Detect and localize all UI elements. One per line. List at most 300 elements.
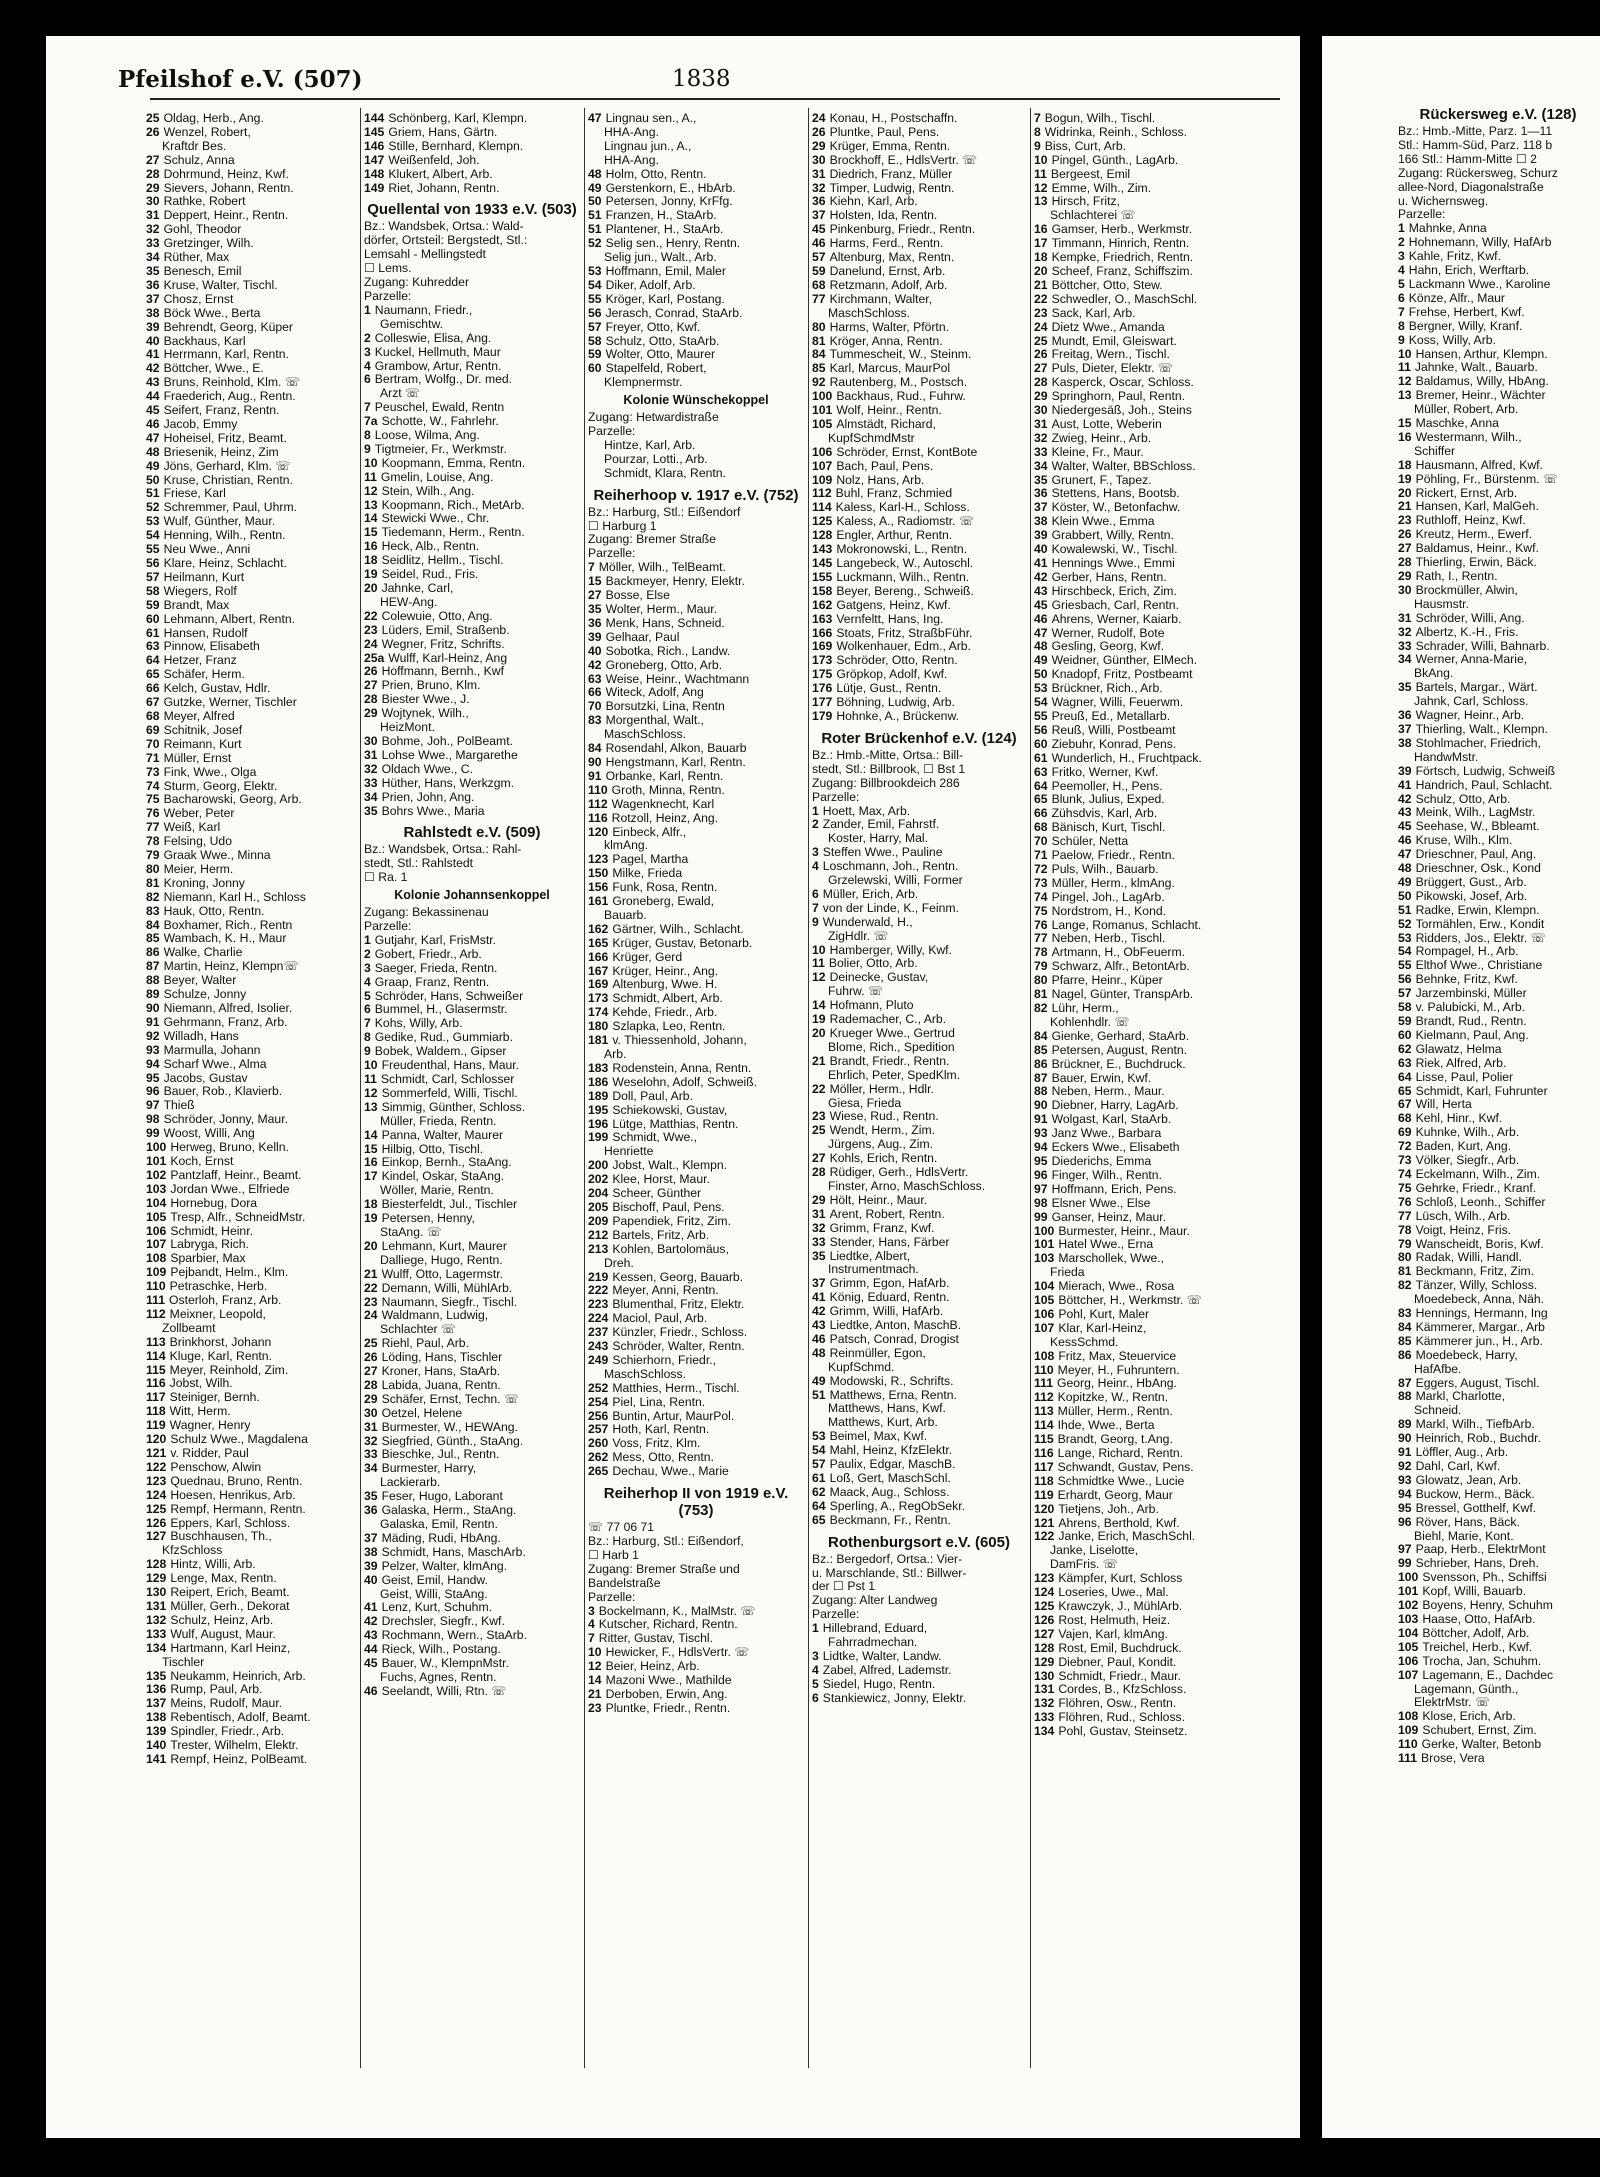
tenant-text: Schröder, Hans, Schweißer — [374, 989, 524, 1003]
plot-number: 64 — [146, 654, 160, 668]
directory-entry — [1034, 877, 1248, 891]
plot-number: 33 — [146, 237, 160, 251]
directory-entry — [146, 1211, 356, 1225]
tenant-text: Löffler, Aug., Arb. — [1415, 1446, 1509, 1460]
directory-entry — [1398, 709, 1598, 723]
tenant-text: Fraederich, Aug., Rentn. — [163, 390, 296, 404]
directory-entry — [1034, 1322, 1248, 1336]
directory-entry — [146, 1058, 356, 1072]
tenant-text: Bauer, Rob., Klavierb. — [163, 1085, 283, 1099]
directory-entry — [1034, 348, 1248, 362]
plot-number: 42 — [146, 362, 160, 376]
plot-number: 112 — [812, 487, 832, 501]
directory-entry — [1034, 974, 1248, 988]
directory-entry — [364, 1212, 580, 1226]
tenant-text: Böttcher, Adolf, Arb. — [1422, 1626, 1530, 1640]
tenant-text: Panna, Walter, Maurer — [381, 1128, 504, 1142]
directory-entry — [1034, 668, 1248, 682]
directory-entry — [1034, 724, 1248, 738]
tenant-text: Selig jun., Walt., Arb. — [604, 251, 717, 265]
plot-number: 96 — [1034, 1168, 1048, 1182]
plot-number: 89 — [1398, 1418, 1412, 1432]
directory-entry — [812, 1622, 1026, 1636]
tenant-text: Scharf Wwe., Alma — [163, 1057, 267, 1071]
plot-number: 49 — [1034, 654, 1048, 668]
plot-number: 96 — [1398, 1515, 1412, 1529]
directory-entry — [588, 1034, 804, 1048]
tenant-text: Luckmann, Wilh., Rentn. — [836, 570, 970, 584]
tenant-text: Langebeck, W., Autoschl. — [836, 557, 974, 570]
plot-number: 47 — [588, 112, 602, 125]
directory-entry — [812, 874, 1026, 888]
directory-entry — [364, 1448, 580, 1462]
tenant-text: Lütge, Matthias, Rentn. — [612, 1117, 739, 1131]
directory-entry — [588, 1187, 804, 1201]
tenant-text: Loschmann, Joh., Rentn. — [822, 860, 959, 874]
plot-number: 3 — [812, 1649, 819, 1663]
directory-entry — [812, 362, 1026, 376]
plot-number: 60 — [588, 362, 602, 376]
plot-number: 8 — [1398, 319, 1405, 333]
directory-entry — [146, 126, 356, 140]
tenant-text: Behnke, Fritz, Kwf. — [1415, 973, 1518, 987]
plot-number: 30 — [1034, 404, 1048, 418]
tenant-text: Widrinka, Reinh., Schloss. — [1044, 125, 1188, 139]
plot-number: 35 — [146, 264, 160, 278]
directory-entry — [812, 1389, 1026, 1403]
plot-number: 79 — [1034, 960, 1048, 974]
tenant-text: Kämpfer, Kurt, Schloss — [1058, 1572, 1183, 1586]
plot-number: 49 — [588, 181, 602, 195]
tenant-text: Franzen, H., StaArb. — [605, 209, 717, 223]
tenant-text: Schneid. — [1414, 1404, 1462, 1418]
plot-number: 128 — [812, 529, 833, 543]
directory-entry — [1398, 932, 1598, 946]
plot-number: 26 — [364, 665, 378, 679]
tenant-text: Loß, Gert, MaschSchl. — [829, 1472, 951, 1485]
plot-number: 9 — [812, 915, 819, 929]
association-info-line: Zugang: Bremer Straße — [588, 533, 717, 547]
tenant-text: Mundt, Emil, Gleiswart. — [1051, 334, 1177, 348]
directory-entry — [1034, 251, 1248, 265]
plot-number: 36 — [1398, 709, 1412, 723]
plot-number: 73 — [1034, 876, 1048, 890]
tenant-text: Bruns, Reinhold, Klm. ☏ — [163, 376, 301, 390]
directory-entry — [364, 1560, 580, 1574]
tenant-text: Kowalewski, W., Tischl. — [1051, 543, 1178, 557]
tenant-text: Lühr, Herm., — [1051, 1002, 1119, 1015]
directory-entry — [588, 1618, 804, 1632]
association-info-line: Bz.: Hmb.-Mitte, Ortsa.: Bill- — [812, 748, 964, 762]
plot-number: 15 — [1398, 417, 1412, 431]
directory-entry — [812, 1444, 1026, 1458]
directory-entry — [1034, 1364, 1248, 1378]
tenant-text: Böttcher, Otto, Stew. — [1051, 278, 1163, 292]
plot-number: 22 — [1034, 292, 1048, 306]
tenant-text: Graap, Franz, Rentn. — [374, 975, 490, 989]
tenant-text: Eckelmann, Wilh., Zim. — [1415, 1167, 1541, 1181]
plot-number: 219 — [588, 1270, 609, 1284]
plot-number: 51 — [1398, 903, 1412, 917]
plot-number: 122 — [146, 1460, 167, 1474]
plot-number: 78 — [1398, 1223, 1412, 1237]
tenant-text: Brückner, E., Buchdruck. — [1051, 1057, 1186, 1071]
directory-entry — [364, 360, 580, 374]
directory-entry — [588, 335, 804, 349]
directory-entry — [588, 348, 804, 362]
directory-entry — [812, 195, 1026, 209]
tenant-text: Reuß, Willi, Postbeamt — [1051, 723, 1176, 737]
directory-entry — [1034, 1058, 1248, 1072]
directory-entry — [364, 1031, 580, 1045]
tenant-text: Behrendt, Georg, Küper — [163, 320, 293, 334]
directory-entry — [588, 1632, 804, 1646]
tenant-text: Meyer, Reinhold, Zim. — [169, 1363, 289, 1377]
plot-number: 17 — [364, 1170, 378, 1184]
plot-number: 25 — [146, 112, 160, 125]
tenant-text: Deinecke, Gustav, — [829, 971, 929, 985]
tenant-text: Simmig, Günther, Schloss. — [381, 1100, 526, 1114]
plot-number: 73 — [146, 765, 160, 779]
plot-number: 73 — [1398, 1154, 1412, 1168]
directory-entry — [1398, 1696, 1598, 1710]
plot-number: 21 — [364, 1267, 378, 1281]
tenant-text: Brockmüller, Alwin, — [1415, 583, 1518, 597]
plot-number: 110 — [146, 1280, 166, 1294]
tenant-text: Piel, Lina, Rentn. — [612, 1395, 706, 1409]
plot-number: 7a — [364, 415, 378, 429]
plot-number: 36 — [588, 616, 602, 630]
tenant-text: klmAng. — [604, 839, 649, 853]
directory-entry — [812, 515, 1026, 529]
tenant-text: Bobek, Waldem., Gipser — [374, 1045, 507, 1059]
tenant-text: Petraschke, Herb. — [169, 1280, 268, 1294]
directory-entry — [1034, 1586, 1248, 1600]
directory-entry — [364, 1170, 580, 1184]
directory-entry — [812, 710, 1026, 724]
tenant-text: Bauarb. — [604, 908, 647, 922]
colony-subheading: Kolonie Wünschekoppel — [623, 393, 769, 408]
directory-entry — [1034, 557, 1248, 571]
plot-number: 11 — [364, 470, 377, 484]
directory-entry — [364, 346, 580, 360]
plot-number: 8 — [364, 1031, 371, 1045]
plot-number: 77 — [1398, 1209, 1412, 1223]
tenant-text: Blunk, Julius, Exped. — [1051, 793, 1165, 807]
tenant-text: Mess, Otto, Rentn. — [612, 1451, 714, 1465]
directory-entry — [1034, 1600, 1248, 1614]
directory-entry — [1398, 1738, 1598, 1752]
directory-entry — [1398, 1224, 1598, 1238]
tenant-text: Schwarz, Alfr., BetontArb. — [1051, 960, 1190, 974]
plot-number: 98 — [146, 1113, 160, 1127]
tenant-text: Bauer, W., KlempnMstr. — [381, 1657, 509, 1671]
tenant-text: Schmidt, Carl, Schlosser — [380, 1073, 515, 1086]
association-info-line: ☐ Harb 1 — [588, 1548, 639, 1562]
plot-number: 55 — [1034, 709, 1048, 723]
directory-entry — [1034, 752, 1248, 766]
plot-number: 70 — [1034, 835, 1048, 849]
tenant-text: Paelow, Friedr., Rentn. — [1051, 849, 1175, 863]
tenant-text: Bischoff, Paul, Pens. — [612, 1200, 725, 1214]
tenant-text: Klukert, Albert, Arb. — [388, 167, 493, 181]
tenant-text: Harms, Walter, Pförtn. — [829, 320, 949, 334]
plot-number: 78 — [1034, 946, 1048, 960]
directory-entry — [146, 710, 356, 724]
tenant-text: Kelch, Gustav, Hdlr. — [163, 682, 271, 696]
plot-number: 3 — [364, 961, 371, 975]
directory-entry — [146, 1197, 356, 1211]
plot-number: 9 — [364, 442, 371, 456]
directory-entry — [812, 613, 1026, 627]
plot-number: 141 — [146, 1752, 167, 1766]
directory-entry — [1034, 1683, 1248, 1697]
plot-number: 29 — [1398, 570, 1412, 583]
plot-number: 91 — [1398, 1446, 1412, 1460]
directory-entry — [146, 849, 356, 863]
plot-number: 72 — [1398, 1140, 1412, 1154]
tenant-text: Colewuie, Otto, Ang. — [381, 609, 493, 623]
directory-entry — [146, 738, 356, 752]
directory-entry — [364, 1017, 580, 1031]
page-number: 1838 — [672, 66, 731, 92]
directory-entry — [588, 1340, 804, 1354]
tenant-text: Kruse, Walter, Tischl. — [163, 278, 278, 292]
tenant-text: Waldmann, Ludwig, — [381, 1309, 489, 1323]
tenant-text: Gobert, Friedr., Arb. — [374, 947, 482, 961]
directory-entry — [146, 1072, 356, 1086]
tenant-text: Martin, Heinz, Klempn☏ — [163, 960, 299, 974]
directory-entry — [1398, 820, 1598, 834]
directory-entry — [364, 624, 580, 638]
directory-entry — [1398, 1516, 1598, 1530]
tenant-text: Pinnow, Elisabeth — [163, 640, 260, 654]
directory-entry — [812, 585, 1026, 599]
directory-entry — [146, 1280, 356, 1294]
tenant-text: Brandt, Friedr., Rentn. — [829, 1054, 950, 1068]
tenant-text: Kasperck, Oscar, Schloss. — [1051, 376, 1194, 390]
tenant-text: Jobst, Walt., Klempn. — [612, 1159, 728, 1173]
association-info-line: u. Wichernsweg. — [1398, 194, 1489, 208]
plot-number: 260 — [588, 1437, 609, 1451]
directory-entry — [364, 1379, 580, 1393]
plot-number: 52 — [588, 237, 602, 251]
tenant-text: Brandt, Max — [163, 598, 230, 612]
directory-entry — [146, 585, 356, 599]
directory-entry — [146, 1670, 356, 1684]
directory-entry — [1398, 1015, 1598, 1029]
directory-entry — [1398, 1029, 1598, 1043]
plot-number: 101 — [1034, 1238, 1055, 1252]
plot-number: 97 — [146, 1099, 160, 1113]
tenant-text: Klee, Horst, Maur. — [612, 1173, 710, 1187]
plot-number: 107 — [812, 459, 833, 473]
directory-entry — [1398, 1057, 1598, 1071]
plot-number: 67 — [1398, 1098, 1412, 1112]
plot-number: 41 — [812, 1291, 826, 1305]
plot-number: 1 — [364, 303, 371, 317]
tenant-text: Müller, Herm., klmAng. — [1051, 876, 1175, 890]
directory-entry — [1398, 1474, 1598, 1488]
tenant-text: Brandt, Rud., Rentn. — [1415, 1015, 1527, 1028]
plot-number: 32 — [812, 1221, 826, 1235]
tenant-text: Schulz, Otto, StaArb. — [605, 334, 720, 348]
tenant-text: Vernfeltt, Hans, Ing. — [836, 612, 944, 626]
directory-entry — [1034, 515, 1248, 529]
plot-number: 13 — [1034, 195, 1048, 209]
tenant-text: Hoesen, Henrikus, Arb. — [170, 1488, 296, 1502]
directory-entry — [146, 1656, 356, 1670]
tenant-text: Labida, Juana, Rentn. — [381, 1378, 501, 1392]
tenant-text: Gesling, Georg, Kwf. — [1051, 640, 1165, 654]
tenant-text: Voss, Fritz, Klm. — [612, 1437, 701, 1451]
directory-entry — [1034, 126, 1248, 140]
directory-entry — [146, 1030, 356, 1044]
directory-entry — [1398, 1071, 1598, 1085]
directory-entry — [812, 571, 1026, 585]
plot-number: 123 — [588, 853, 609, 867]
tenant-text: Gohl, Theodor — [163, 223, 242, 237]
plot-number: 26 — [146, 125, 160, 139]
directory-entry — [588, 1437, 804, 1451]
tenant-text: Puls, Wilh., Bauarb. — [1051, 862, 1159, 876]
plot-number: 85 — [1398, 1334, 1412, 1348]
directory-entry — [1034, 613, 1248, 627]
tenant-text: Lenz, Kurt, Schuhm. — [381, 1601, 492, 1615]
directory-entry — [812, 1514, 1026, 1528]
plot-number: 34 — [1398, 653, 1412, 667]
plot-number: 59 — [588, 348, 602, 362]
directory-entry — [812, 1347, 1026, 1361]
plot-number: 2 — [812, 818, 819, 832]
tenant-text: Patsch, Conrad, Drogist — [829, 1332, 959, 1346]
directory-entry — [146, 1683, 356, 1697]
plot-number: 105 — [1398, 1640, 1419, 1654]
plot-number: 6 — [812, 1691, 819, 1705]
directory-entry — [146, 891, 356, 905]
plot-number: 124 — [146, 1488, 167, 1502]
plot-number: 91 — [146, 1015, 160, 1029]
tenant-text: Radke, Erwin, Klempn. — [1415, 903, 1540, 917]
plot-number: 37 — [1034, 501, 1048, 515]
plot-number: 130 — [146, 1586, 167, 1600]
plot-number: 63 — [146, 640, 160, 654]
tenant-text: Baden, Kurt, Ang. — [1415, 1140, 1512, 1154]
tenant-text: Schröder, Ernst, KontBote — [836, 445, 978, 459]
plot-number: 106 — [1034, 1307, 1055, 1321]
directory-entry — [1398, 1238, 1598, 1252]
tenant-text: Konau, H., Postschaffn. — [829, 112, 958, 125]
plot-number: 26 — [1034, 348, 1048, 362]
tenant-text: Quednau, Bruno, Rentn. — [170, 1474, 303, 1488]
tenant-text: Schröder, Jonny, Maur. — [163, 1113, 288, 1127]
plot-number: 48 — [146, 445, 160, 459]
plot-number: 83 — [146, 904, 160, 918]
colony-subheading: Kolonie Johannsenkoppel — [394, 888, 550, 903]
plot-number: 54 — [1034, 696, 1048, 710]
plot-number: 129 — [1034, 1655, 1055, 1669]
tenant-text: Meyer, H., Fuhruntern. — [1057, 1363, 1180, 1377]
association-info-line: Zugang: Rückersweg, Schurz — [1398, 166, 1558, 180]
tenant-text: Rempf, Hermann, Rentn. — [170, 1502, 306, 1516]
directory-entry — [588, 1173, 804, 1187]
directory-entry — [364, 1685, 580, 1699]
directory-entry — [146, 335, 356, 349]
directory-entry — [1398, 514, 1598, 528]
tenant-text: Krüger, Gerd — [612, 950, 683, 964]
directory-entry — [1398, 1613, 1598, 1627]
plot-number: 55 — [146, 543, 160, 557]
plot-number: 108 — [1398, 1710, 1419, 1724]
tenant-text: Tormählen, Erw., Kondit — [1415, 917, 1545, 931]
plot-number: 19 — [1398, 472, 1412, 486]
plot-number: 30 — [1398, 583, 1412, 597]
tenant-text: Marmulla, Johann — [163, 1043, 261, 1057]
plot-number: 13 — [1398, 389, 1412, 403]
tenant-text: Brinkhorst, Johann — [169, 1335, 272, 1349]
directory-entry — [1034, 780, 1248, 794]
tenant-text: Eppers, Karl, Schloss. — [170, 1516, 291, 1530]
tenant-text: Jordan Wwe., Elfriede — [170, 1182, 290, 1196]
plot-number: 34 — [146, 251, 160, 265]
plot-number: 69 — [146, 723, 160, 737]
plot-number: 94 — [146, 1057, 160, 1071]
tenant-text: Weidner, Günther, ElMech. — [1051, 654, 1197, 668]
directory-entry — [146, 1558, 356, 1572]
directory-entry — [364, 182, 580, 196]
tenant-text: HHA-Ang. — [604, 125, 659, 139]
directory-entry — [146, 474, 356, 488]
directory-entry — [1034, 460, 1248, 474]
tenant-text: Hansen, Karl, MalGeh. — [1415, 500, 1539, 514]
tenant-text: Doll, Paul, Arb. — [612, 1089, 693, 1103]
tenant-text: HeizMont. — [380, 721, 435, 735]
directory-entry — [1398, 1446, 1598, 1460]
tenant-text: Labryga, Rich. — [170, 1238, 249, 1252]
tenant-text: Koss, Willy, Arb. — [1408, 333, 1496, 347]
plot-number: 49 — [1398, 875, 1412, 889]
tenant-text: Rost, Emil, Buchdruck. — [1058, 1641, 1182, 1655]
tenant-text: Einkop, Bernh., StaAng. — [381, 1156, 512, 1170]
plot-number: 21 — [588, 1687, 602, 1701]
directory-entry — [364, 1601, 580, 1615]
tenant-text: Liedtke, Anton, MaschB. — [829, 1319, 961, 1333]
directory-entry — [1398, 1557, 1598, 1571]
plot-number: 71 — [1034, 849, 1048, 863]
directory-entry — [1398, 445, 1598, 459]
tenant-text: Biester Wwe., J. — [381, 693, 470, 707]
tenant-text: Tänzer, Willy, Schloss. — [1415, 1279, 1538, 1293]
tenant-text: Paulix, Edgar, MaschB. — [829, 1458, 956, 1472]
tenant-text: Finger, Wilh., Rentn. — [1051, 1168, 1162, 1182]
directory-entry — [1034, 738, 1248, 752]
tenant-text: Hatel Wwe., Erna — [1058, 1238, 1154, 1252]
plot-number: 36 — [1034, 487, 1048, 501]
plot-number: 223 — [588, 1298, 609, 1312]
directory-entry — [812, 1110, 1026, 1124]
plot-number: 166 — [812, 626, 833, 640]
plot-number: 204 — [588, 1187, 609, 1201]
plot-number: 18 — [1398, 458, 1412, 472]
tenant-text: Tietjens, Joh., Arb. — [1058, 1502, 1159, 1516]
plot-number: 103 — [1034, 1252, 1055, 1266]
column-rule — [1030, 108, 1031, 2068]
directory-entry — [1034, 237, 1248, 251]
tenant-text: Jürgens, Aug., Zim. — [828, 1138, 933, 1152]
plot-number: 65 — [1034, 793, 1048, 807]
directory-entry — [588, 1396, 804, 1410]
directory-entry — [1034, 960, 1248, 974]
